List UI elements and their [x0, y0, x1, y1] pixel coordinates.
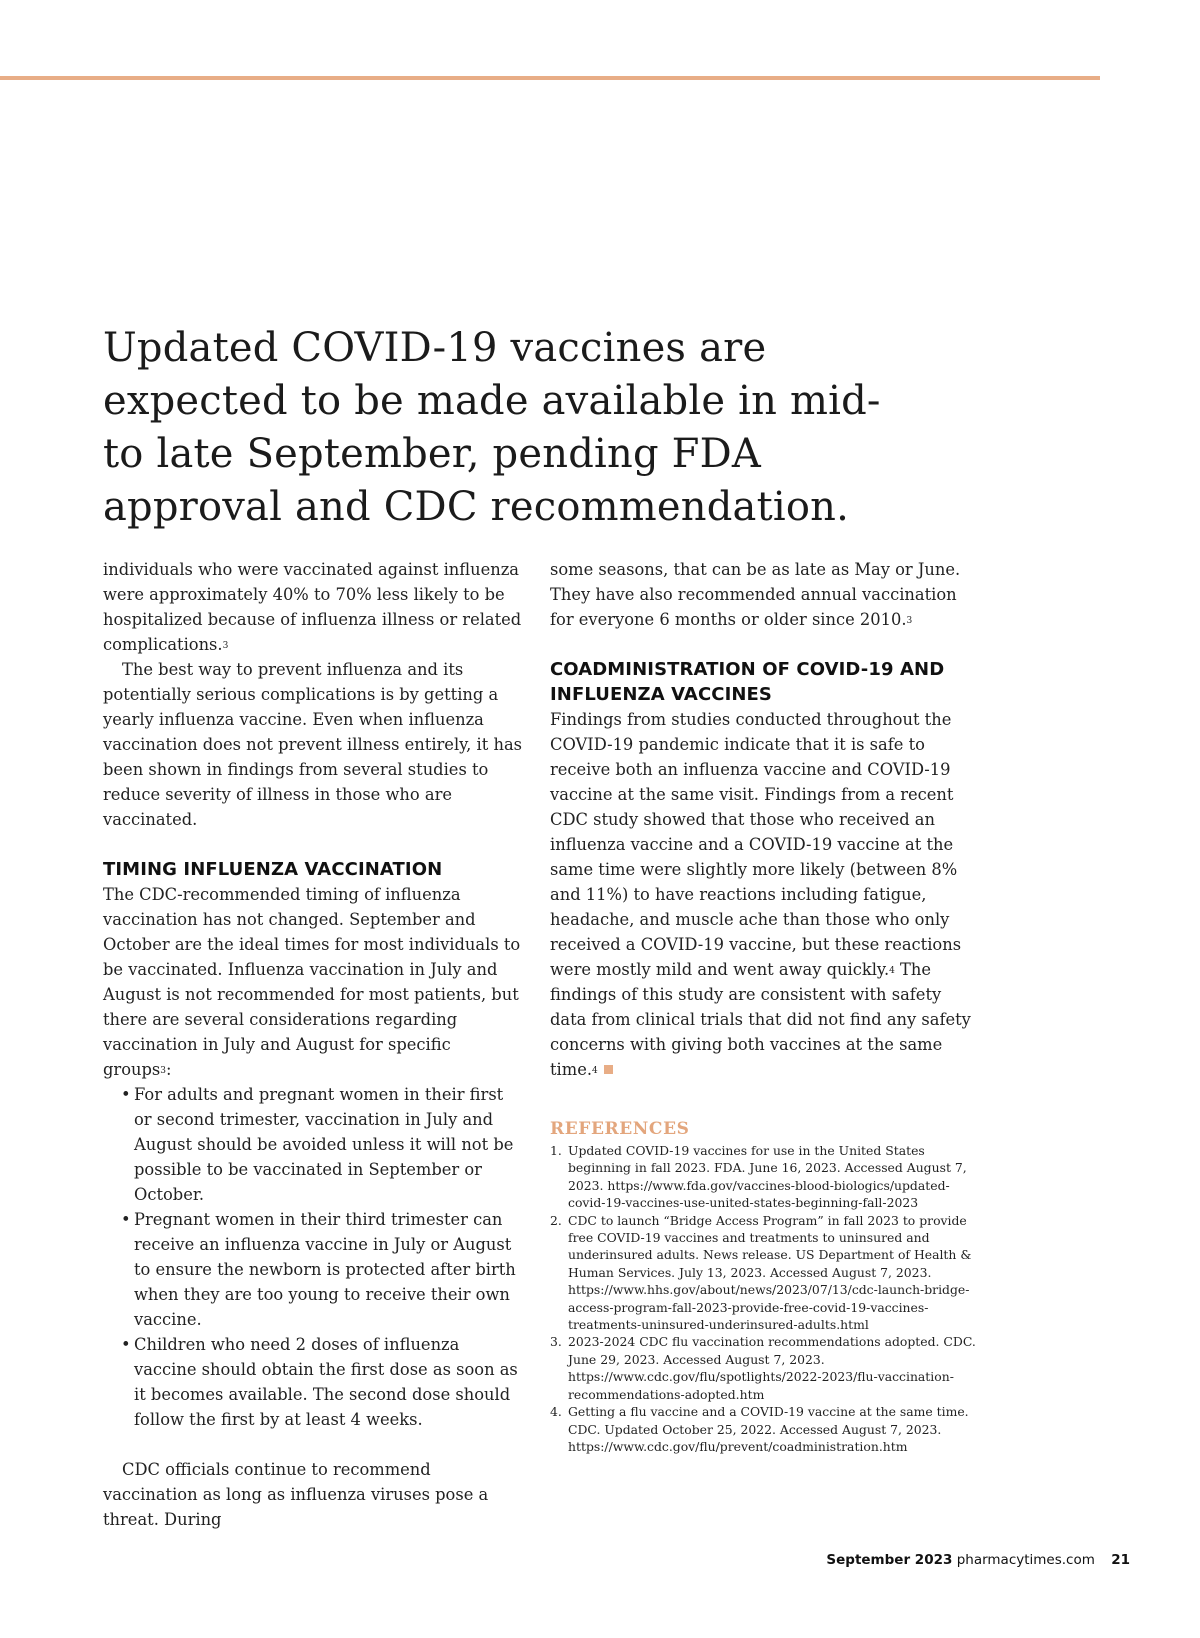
right-paragraph-2: Findings from studies conducted throughout the COVID-19 pandemic indicate that it is safe to receive both an influenza vaccine and COVID-19 vaccine at the same visit. Findings from a recent CDC study showed that those who received an influenza vaccine and a COVID-19 vaccine at the same time were slightly more likely (between 8% and 11%) to have reactions including fatigue, headache, and muscle ache than those who only received a COVID-19 vaccine, but these reactions were mostly mild and went away quickly.$^4$ The findings of this study are consistent with safety data from clinical trials that did not find any safety concerns with giving both vaccines at the same time.$^4$	[550, 710, 971, 1079]
left-paragraph-3: The CDC-recommended timing of influenza vaccination has not changed. September and October are the ideal times for most individuals to be vaccinated. Influenza vaccination in July and August is not recommended for most patients, but there are several considerations regarding vaccination in July and August for specific groups$^3$:	[103, 885, 521, 1079]
page-footer	[826, 1552, 1130, 1568]
bullet-list	[103, 1082, 523, 1432]
right-paragraph-1: some seasons, that can be as late as May or June. They have also recommended annual vaccination for everyone 6 months or older since 2010.$^3$	[550, 560, 961, 629]
section-heading-coadministration: COADMINISTRATION OF COVID-19 AND INFLUENZA VACCINES	[550, 659, 945, 705]
left-paragraph-2: The best way to prevent influenza and its potentially serious complications is by getting a yearly influenza vaccine. Even when influenza vaccination does not prevent illness entirely, it has been shown in findings from several studies to reduce severity of illness in those who are vaccinated.	[103, 660, 523, 829]
bullet-icon: •	[121, 1085, 131, 1104]
list-item: • Pregnant women in their third trimester can receive an influenza vaccine in July or August to ensure the newborn is protected after birth when they are too young to receive their own vaccine.	[103, 1207, 523, 1332]
citation: 3	[160, 1066, 167, 1076]
bullet-icon: •	[121, 1335, 131, 1354]
list-item: • For adults and pregnant women in their first or second trimester, vaccination in July and August should be avoided unless it will not be possible to be vaccinated in September or October.	[103, 1082, 523, 1207]
citation: 4	[592, 1066, 598, 1076]
citation: 4	[889, 966, 895, 976]
pull-quote: Updated COVID-19 vaccines are expected to be made available in mid- to late September, pending FDA approval and CDC recommendation.	[103, 325, 881, 530]
reference-item: 3. 2023-2024 CDC flu vaccination recommendations adopted. CDC. June 29, 2023. Accessed August 7, 2023. https://www.cdc.gov/flu/spotlights/2022-2023/flu-vaccination-recommendations-adopted.htm	[550, 1334, 976, 1402]
citation: 3	[906, 616, 913, 626]
end-of-article-icon	[604, 1065, 613, 1074]
reference-item: 4. Getting a flu vaccine and a COVID-19 vaccine at the same time. CDC. Updated October 25, 2022. Accessed August 7, 2023. https://www.cdc.gov/flu/prevent/coadministration.htm	[550, 1404, 969, 1454]
left-column	[103, 557, 523, 1532]
references-list	[550, 1142, 980, 1455]
section-heading-timing: TIMING INFLUENZA VACCINATION	[103, 859, 443, 880]
left-paragraph-1: individuals who were vaccinated against influenza were approximately 40% to 70% less likely to be hospitalized because of influenza illness or related complications.$^3$	[103, 560, 522, 654]
bullet-icon: •	[121, 1210, 131, 1229]
citation: 3	[222, 641, 229, 651]
left-paragraph-4: CDC officials continue to recommend vaccination as long as influenza viruses pose a threat. During	[103, 1460, 489, 1529]
footer-site: pharmacytimes.com	[956, 1552, 1095, 1568]
reference-item: 2. CDC to launch “Bridge Access Program” in fall 2023 to provide free COVID-19 vaccines and treatments to uninsured and underinsured adults. News release. US Department of Health & Human Services. July 13, 2023. Accessed August 7, 2023. https://www.hhs.gov/about/news/2023/07/13/cdc-launch-bridge-access-program-fall-2023-provide-free-covid-19-vaccines-treatments-uninsured-underinsured-adults.html	[550, 1212, 972, 1333]
references-title: REFERENCES	[550, 1119, 690, 1139]
reference-item: 1. Updated COVID-19 vaccines for use in the United States beginning in fall 2023. FDA. June 16, 2023. Accessed August 7, 2023. https://www.fda.gov/vaccines-blood-biologics/updated-covid-19-vaccines-use-united-states-beginning-fall-2023	[550, 1143, 967, 1211]
page-number: 21	[1111, 1552, 1130, 1568]
list-item: • Children who need 2 doses of influenza vaccine should obtain the first dose as soon as it becomes available. The second dose should follow the first by at least 4 weeks.	[103, 1332, 523, 1432]
references-section	[550, 1118, 980, 1455]
footer-issue-date: September 2023	[826, 1552, 953, 1568]
right-column	[550, 557, 980, 1082]
top-accent-rule	[0, 76, 1100, 80]
